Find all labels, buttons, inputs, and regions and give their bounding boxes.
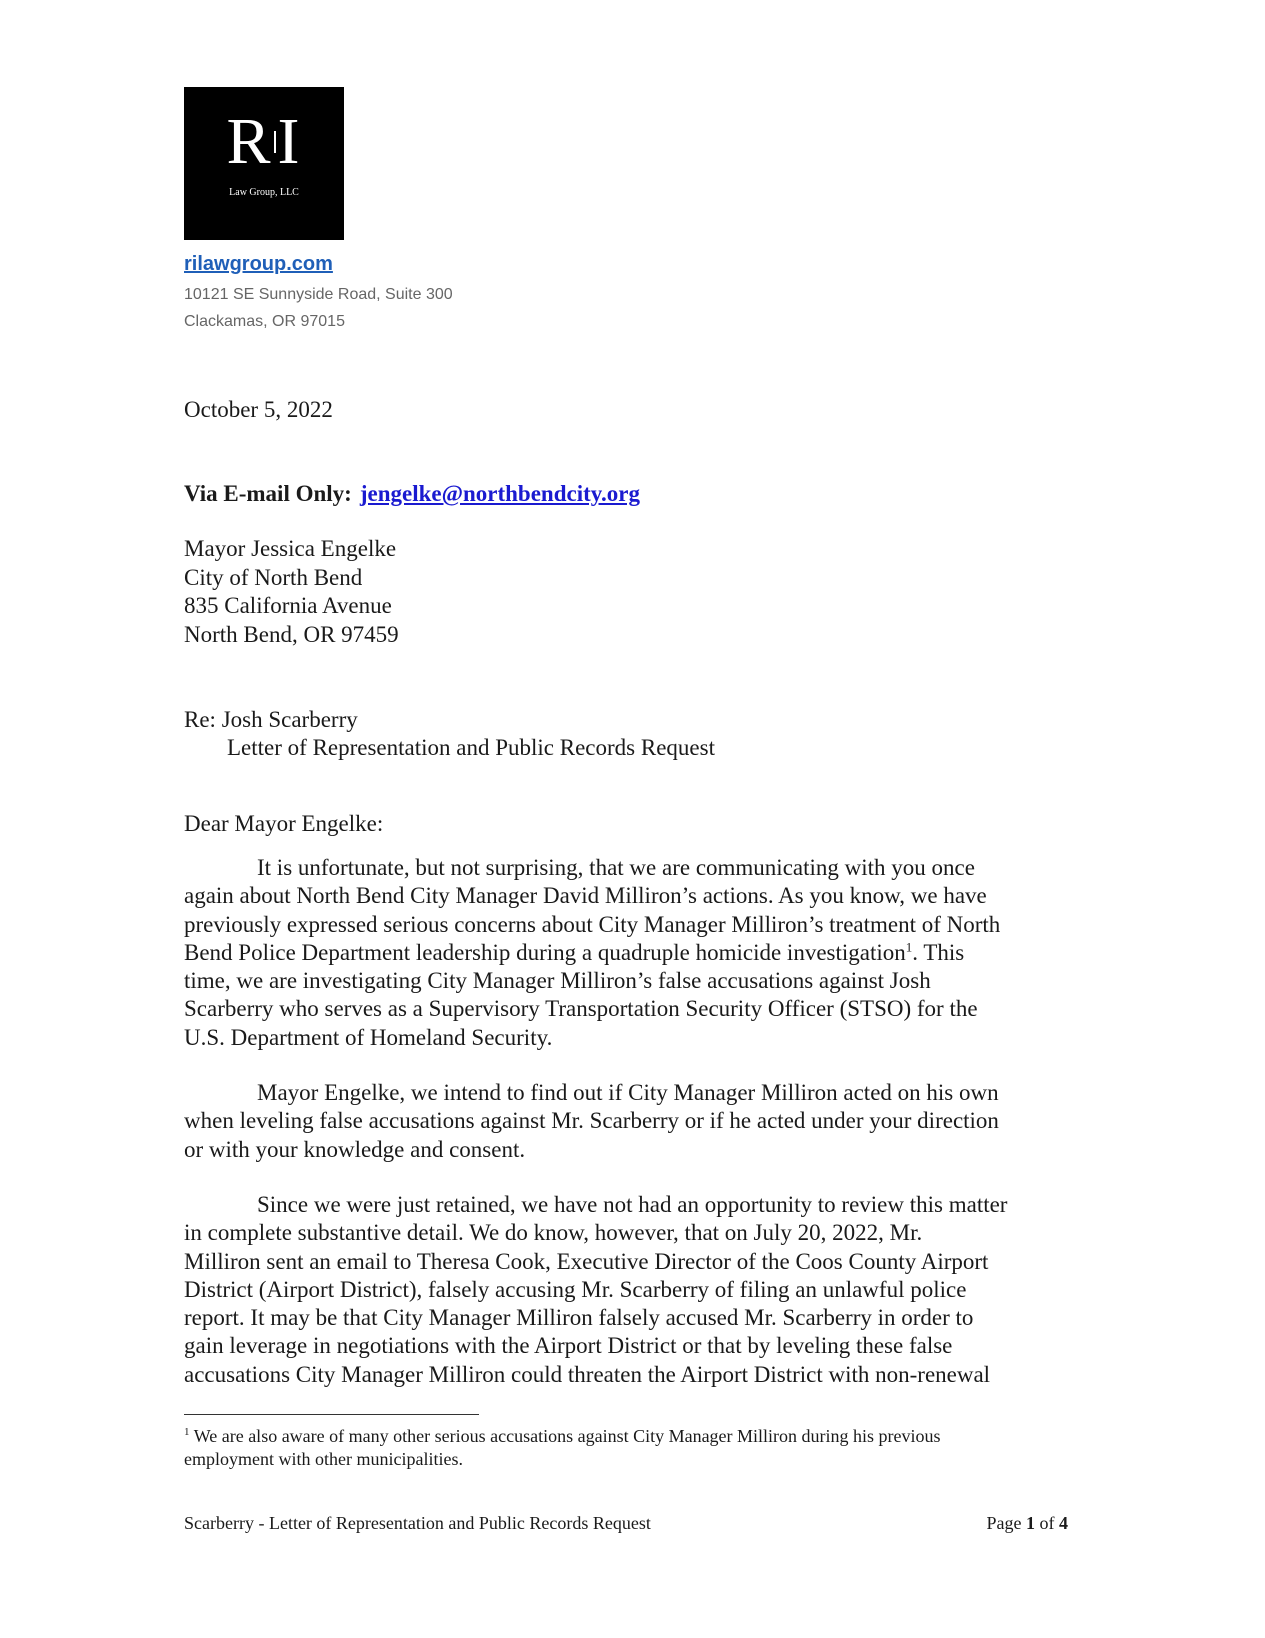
letter-date: October 5, 2022 bbox=[184, 397, 333, 422]
footer-title: Scarberry - Letter of Representation and Public Records Request bbox=[184, 1513, 651, 1533]
footnote-reference[interactable]: 1 bbox=[905, 939, 913, 955]
subject-line: Re: Josh Scarberry bbox=[184, 707, 358, 732]
paragraph-line: Bend Police Department leadership during a quadruple homicide investigation$^1$. This bbox=[184, 939, 965, 965]
firm-address-line1: 10121 SE Sunnyside Road, Suite 300 bbox=[184, 286, 453, 303]
recipient-org: City of North Bend bbox=[184, 564, 363, 590]
paragraph-line: Scarberry who serves as a Supervisory Transportation Security Officer (STSO) for the bbox=[184, 996, 978, 1022]
footnote bbox=[184, 1425, 1064, 1471]
subject-detail: Letter of Representation and Public Records Request bbox=[227, 735, 715, 760]
paragraph-line: It is unfortunate, but not surprising, that we are communicating with you once bbox=[257, 855, 975, 880]
footnote-line: employment with other municipalities. bbox=[184, 1449, 463, 1469]
delivery-label: Via E-mail Only: bbox=[184, 481, 352, 506]
firm-logo bbox=[184, 87, 344, 240]
paragraph-line: gain leverage in negotiations with the Airport District or that by leveling these false bbox=[184, 1333, 953, 1359]
website-link[interactable]: rilawgroup.com bbox=[184, 253, 333, 275]
footnote-marker: 1 bbox=[184, 1426, 190, 1438]
firm-address-line2: Clackamas, OR 97015 bbox=[184, 313, 345, 330]
paragraph-line: again about North Bend City Manager David Milliron’s actions. As you know, we have bbox=[184, 883, 987, 909]
paragraph-line: accusations City Manager Milliron could threaten the Airport District with non-renewal bbox=[184, 1361, 991, 1387]
paragraph-line: time, we are investigating City Manager Milliron’s false accusations against Josh bbox=[184, 968, 931, 994]
recipient-city: North Bend, OR 97459 bbox=[184, 621, 399, 647]
paragraph-line: Milliron sent an email to Theresa Cook, Executive Director of the Coos County Airport bbox=[184, 1248, 989, 1274]
paragraph-line: District (Airport District), falsely accusing Mr. Scarberry of filing an unlawful police bbox=[184, 1276, 967, 1302]
paragraph-line: U.S. Department of Homeland Security. bbox=[184, 1024, 553, 1050]
recipient-name: Mayor Jessica Engelke bbox=[184, 536, 397, 561]
paragraph-line: Mayor Engelke, we intend to find out if City Manager Milliron acted on his own bbox=[257, 1080, 999, 1105]
recipient-email-link[interactable]: jengelke@northbendcity.org bbox=[359, 481, 640, 506]
logo-subtitle: Law Group, LLC bbox=[229, 187, 299, 198]
salutation: Dear Mayor Engelke: bbox=[184, 811, 384, 836]
paragraph-line: or with your knowledge and consent. bbox=[184, 1136, 526, 1162]
paragraph-line: when leveling false accusations against Mr. Scarberry or if he acted under your direction bbox=[184, 1108, 999, 1134]
body-paragraph-2 bbox=[184, 1079, 1064, 1164]
body-paragraph-3 bbox=[184, 1191, 1064, 1389]
logo-monogram: RI bbox=[226, 105, 302, 178]
paragraph-line: report. It may be that City Manager Milliron falsely accused Mr. Scarberry in order to bbox=[184, 1305, 974, 1331]
footnote-line: $^1$ We are also aware of many other serious accusations against City Manager Milliron during his previous bbox=[184, 1426, 941, 1446]
recipient-address bbox=[184, 535, 399, 649]
delivery-line bbox=[184, 480, 640, 508]
page-number: Page 1 of 4 bbox=[986, 1513, 1068, 1533]
paragraph-line: Since we were just retained, we have not had an opportunity to review this matter bbox=[257, 1192, 1008, 1217]
body-paragraph-1 bbox=[184, 854, 1064, 1052]
paragraph-line: in complete substantive detail. We do know, however, that on July 20, 2022, Mr. bbox=[184, 1220, 923, 1246]
footnote-divider bbox=[184, 1414, 479, 1415]
recipient-street: 835 California Avenue bbox=[184, 593, 392, 618]
paragraph-line: previously expressed serious concerns about City Manager Milliron’s treatment of North bbox=[184, 911, 1001, 937]
